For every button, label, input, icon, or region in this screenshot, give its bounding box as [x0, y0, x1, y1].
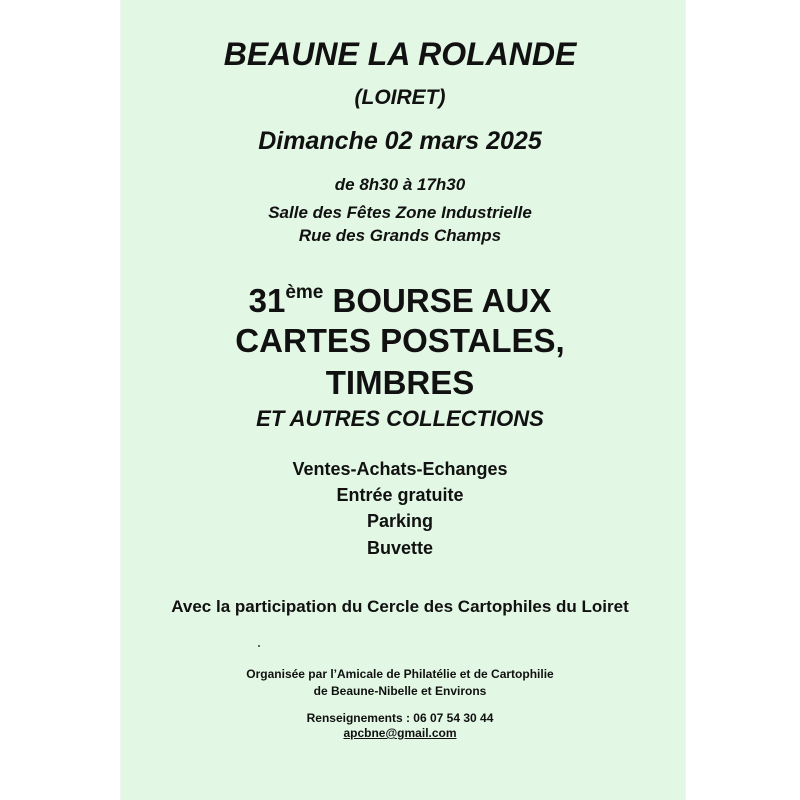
venue-line-2: Rue des Grands Champs [298, 226, 502, 245]
organizer-line-1: Organisée par l’Amicale de Philatélie et de Cartophilie [246, 667, 554, 681]
town-title: BEAUNE LA ROLANDE [223, 36, 577, 72]
event-title-line-1 [0, 282, 800, 320]
print-speck [258, 645, 260, 647]
contact-email-link[interactable]: apcbne@gmail.com [343, 726, 457, 740]
event-title-line-3: TIMBRES [325, 364, 475, 401]
edition-number: 31 [248, 282, 286, 319]
feature-refreshments: Buvette [366, 538, 433, 558]
venue-line-1: Salle des Fêtes Zone Industrielle [268, 203, 532, 222]
feature-free-entry: Entrée gratuite [336, 485, 464, 505]
feature-parking: Parking [366, 511, 434, 531]
event-hours: de 8h30 à 17h30 [334, 175, 466, 194]
department: (LOIRET) [354, 86, 446, 109]
contact-phone: Renseignements : 06 07 54 30 44 [306, 711, 494, 725]
participation-note: Avec la participation du Cercle des Cartophiles du Loiret [171, 597, 629, 616]
contact-email-line [0, 726, 800, 740]
feature-sales: Ventes-Achats-Echanges [292, 459, 508, 479]
edition-suffix: ème [285, 282, 324, 303]
title-line-1-rest: BOURSE AUX [323, 282, 552, 319]
event-title-line-4: ET AUTRES COLLECTIONS [256, 406, 544, 431]
event-date: Dimanche 02 mars 2025 [258, 127, 542, 155]
event-title-line-2: CARTES POSTALES, [235, 322, 565, 359]
organizer-line-2: de Beaune-Nibelle et Environs [313, 684, 487, 698]
